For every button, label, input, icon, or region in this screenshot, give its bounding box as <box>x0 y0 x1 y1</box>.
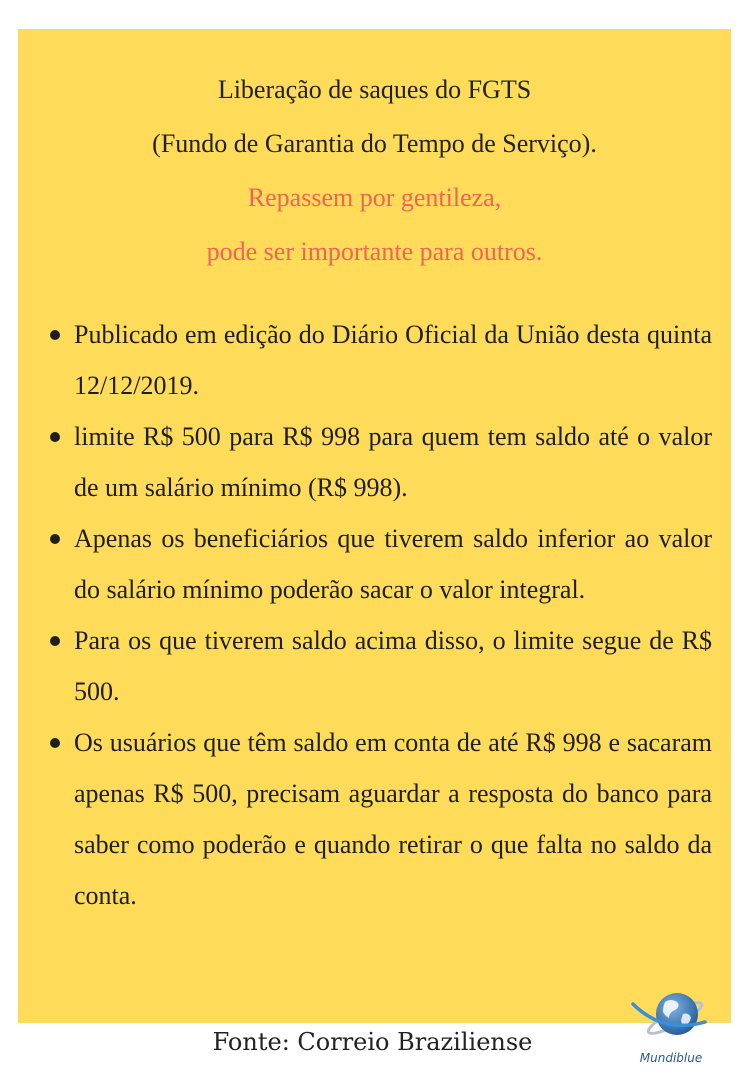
share-request-line-1: Repassem por gentileza, <box>247 183 502 212</box>
card-header <box>18 63 731 279</box>
bullet-dot-icon <box>50 432 60 442</box>
bullet-text: Para os que tiverem saldo acima disso, o limite segue de R$ 500. <box>74 626 712 706</box>
bullet-item <box>50 717 712 921</box>
bullet-item <box>50 309 712 411</box>
bullet-list <box>50 309 712 921</box>
bullet-dot-icon <box>50 534 60 544</box>
bullet-text: Apenas os beneficiários que tiverem saldo inferior ao valor do salário mínimo poderão sacar o valor integral. <box>74 524 712 604</box>
info-card <box>18 29 731 1023</box>
source-credit: Fonte: Correio Braziliense <box>212 1028 533 1056</box>
bullet-item <box>50 411 712 513</box>
bullet-item <box>50 513 712 615</box>
bullet-text: Publicado em edição do Diário Oficial da União desta quinta 12/12/2019. <box>74 320 712 400</box>
bullet-dot-icon <box>50 636 60 646</box>
bullet-dot-icon <box>50 330 60 340</box>
bullet-dot-icon <box>50 738 60 748</box>
globe-icon <box>625 984 717 1048</box>
bullet-text: Os usuários que têm saldo em conta de até R$ 998 e sacaram apenas R$ 500, precisam aguardar a resposta do banco para saber como poderão e quando retirar o que falta no saldo da conta. <box>74 728 712 910</box>
share-request-line-2: pode ser importante para outros. <box>206 237 543 266</box>
brand-logo <box>625 984 717 1074</box>
brand-name: Mundiblue <box>639 1051 703 1065</box>
page-subtitle: (Fundo de Garantia do Tempo de Serviço). <box>152 129 597 158</box>
page-title: Liberação de saques do FGTS <box>217 75 532 104</box>
bullet-text: limite R$ 500 para R$ 998 para quem tem saldo até o valor de um salário mínimo (R$ 998). <box>74 422 712 502</box>
bullet-item <box>50 615 712 717</box>
